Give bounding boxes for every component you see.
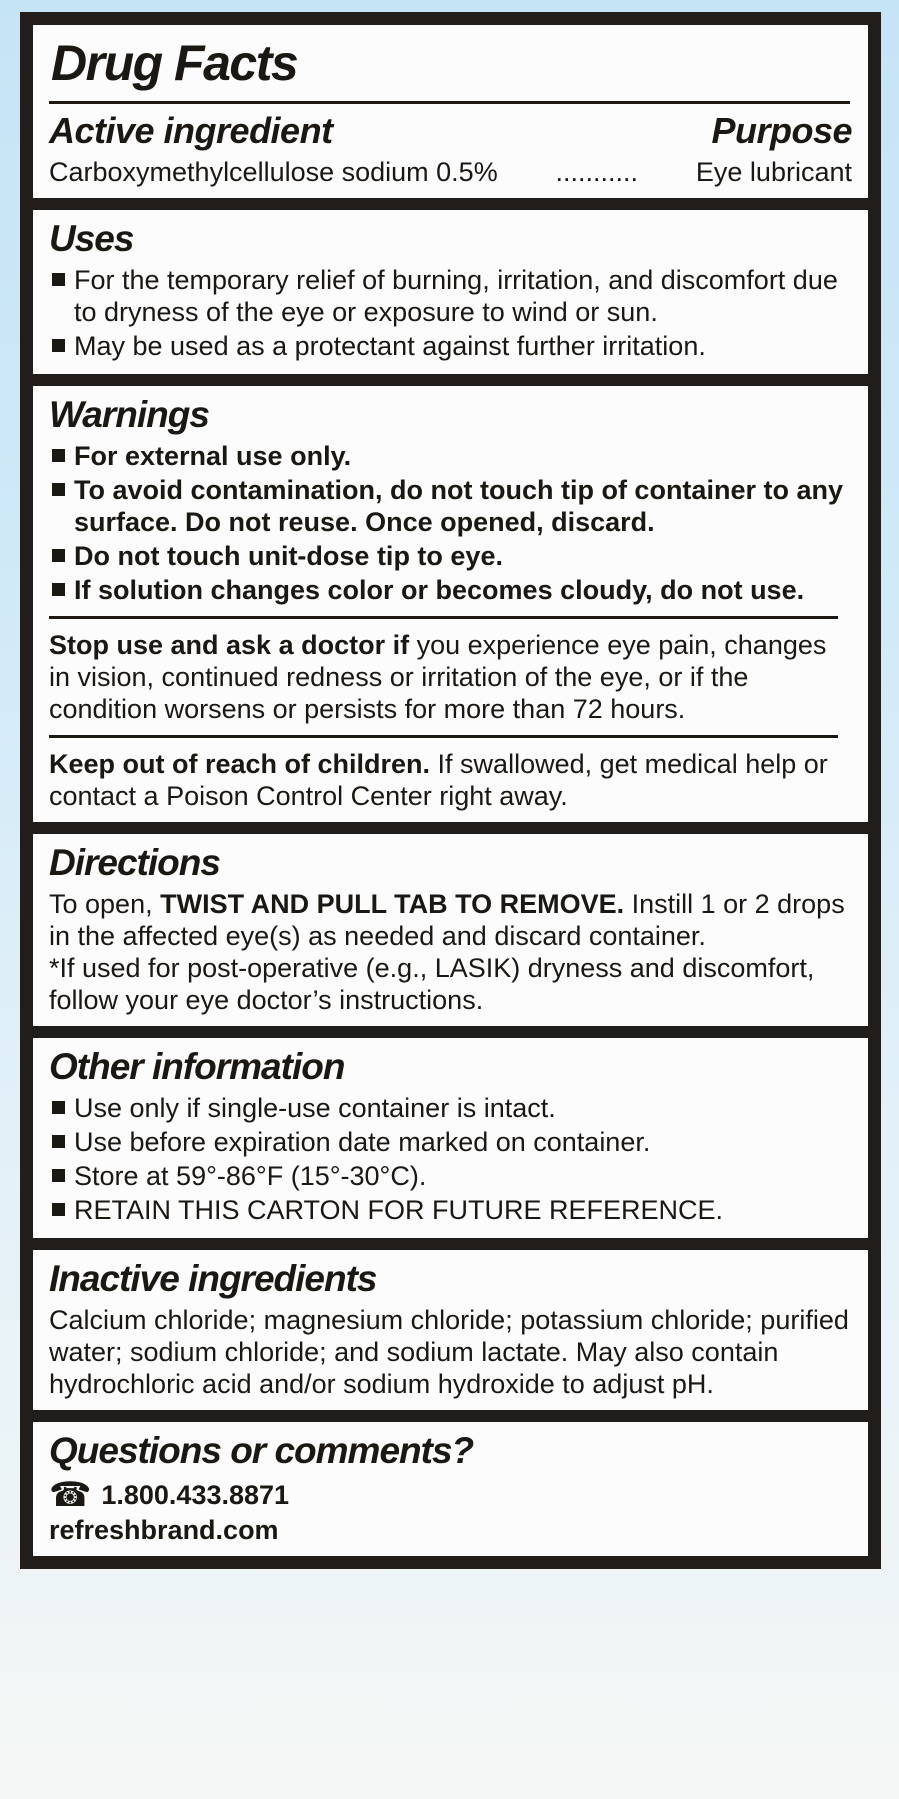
stop-use-paragraph <box>49 629 852 725</box>
drug-facts-label <box>20 12 881 1569</box>
directions-text: Instill 1 or 2 drops in the affected eye(s) as needed and discard container. <box>49 889 845 951</box>
square-bullet-icon <box>52 1169 65 1182</box>
list-item <box>49 1194 852 1226</box>
warnings-divider <box>49 616 838 619</box>
other-info-item-text: Use before expiration date marked on container. <box>74 1127 651 1157</box>
uses-item-text: For the temporary relief of burning, irritation, and discomfort due to dryness of the eye or exposure to wind or sun. <box>74 265 838 327</box>
other-info-item-text: Use only if single-use container is intact. <box>74 1093 556 1123</box>
active-ingredient-row <box>49 156 852 188</box>
phone-number: 1.800.433.8871 <box>101 1480 290 1510</box>
list-item <box>49 1092 852 1124</box>
warnings-item-text: If solution changes color or becomes cloudy, do not use. <box>74 575 805 605</box>
warnings-item-text: To avoid contamination, do not touch tip of container to any surface. Do not reuse. Once opened, discard. <box>74 475 843 537</box>
list-item <box>49 264 852 328</box>
square-bullet-icon <box>52 1135 65 1148</box>
square-bullet-icon <box>52 583 65 596</box>
square-bullet-icon <box>52 1203 65 1216</box>
warnings-heading: Warnings <box>49 394 209 435</box>
other-info-item-text: RETAIN THIS CARTON FOR FUTURE REFERENCE. <box>74 1195 724 1225</box>
list-item <box>49 540 852 572</box>
dot-leader: ........... <box>555 157 639 187</box>
list-item <box>49 1126 852 1158</box>
directions-bold-text: TWIST AND PULL TAB TO REMOVE. <box>160 889 625 919</box>
website-url: refreshbrand.com <box>49 1515 279 1545</box>
list-item <box>49 474 852 538</box>
warnings-divider <box>49 735 838 738</box>
uses-section <box>33 210 868 374</box>
keep-out-lead: Keep out of reach of children. <box>49 749 431 779</box>
directions-footnote: *If used for post-operative (e.g., LASIK) dryness and discomfort, follow your eye doctor’s instructions. <box>49 953 815 1015</box>
other-info-item-text: Store at 59°-86°F (15°-30°C). <box>74 1161 427 1191</box>
directions-heading: Directions <box>49 842 220 883</box>
warnings-item-text: Do not touch unit-dose tip to eye. <box>74 541 503 571</box>
questions-section <box>33 1422 868 1556</box>
warnings-section <box>33 386 868 822</box>
purpose-heading: Purpose <box>711 110 852 151</box>
square-bullet-icon <box>52 483 65 496</box>
square-bullet-icon <box>52 549 65 562</box>
list-item <box>49 440 852 472</box>
uses-item-text: May be used as a protectant against further irritation. <box>74 331 706 361</box>
inactive-ingredients-text: Calcium chloride; magnesium chloride; potassium chloride; purified water; sodium chloride; and sodium lactate. May also contain hydrochloric acid and/or sodium hydroxide to adjust pH. <box>49 1305 849 1399</box>
directions-section <box>33 834 868 1026</box>
keep-out-paragraph <box>49 748 852 812</box>
directions-paragraph <box>49 888 852 952</box>
square-bullet-icon <box>52 273 65 286</box>
square-bullet-icon <box>52 1101 65 1114</box>
list-item <box>49 330 852 362</box>
directions-text: To open, <box>49 889 161 919</box>
uses-heading: Uses <box>49 218 134 259</box>
active-ingredient-name: Carboxymethylcellulose sodium 0.5% <box>49 157 498 187</box>
list-item <box>49 1160 852 1192</box>
list-item <box>49 574 852 606</box>
active-ingredient-heading: Active ingredient <box>49 110 333 151</box>
purpose-value: Eye lubricant <box>695 157 852 187</box>
stop-use-lead: Stop use and ask a doctor if <box>49 630 410 660</box>
inactive-ingredients-section <box>33 1250 868 1410</box>
phone-row <box>49 1476 852 1514</box>
header-section <box>33 25 868 198</box>
other-information-section <box>33 1038 868 1238</box>
other-information-heading: Other information <box>49 1046 345 1087</box>
stop-use-text: you experience eye pain, changes in vision, continued redness or irritation of the eye, or if the condition worsens or persists for more than 72 hours. <box>49 630 827 724</box>
keep-out-text: If swallowed, get medical help or contact a Poison Control Center right away. <box>49 749 828 811</box>
inactive-ingredients-heading: Inactive ingredients <box>49 1258 377 1299</box>
questions-heading: Questions or comments? <box>49 1430 474 1471</box>
square-bullet-icon <box>52 339 65 352</box>
drug-facts-title: Drug Facts <box>51 35 298 91</box>
square-bullet-icon <box>52 449 65 462</box>
warnings-item-text: For external use only. <box>74 441 352 471</box>
title-divider <box>49 101 850 104</box>
phone-icon: ☎ <box>49 1476 92 1514</box>
